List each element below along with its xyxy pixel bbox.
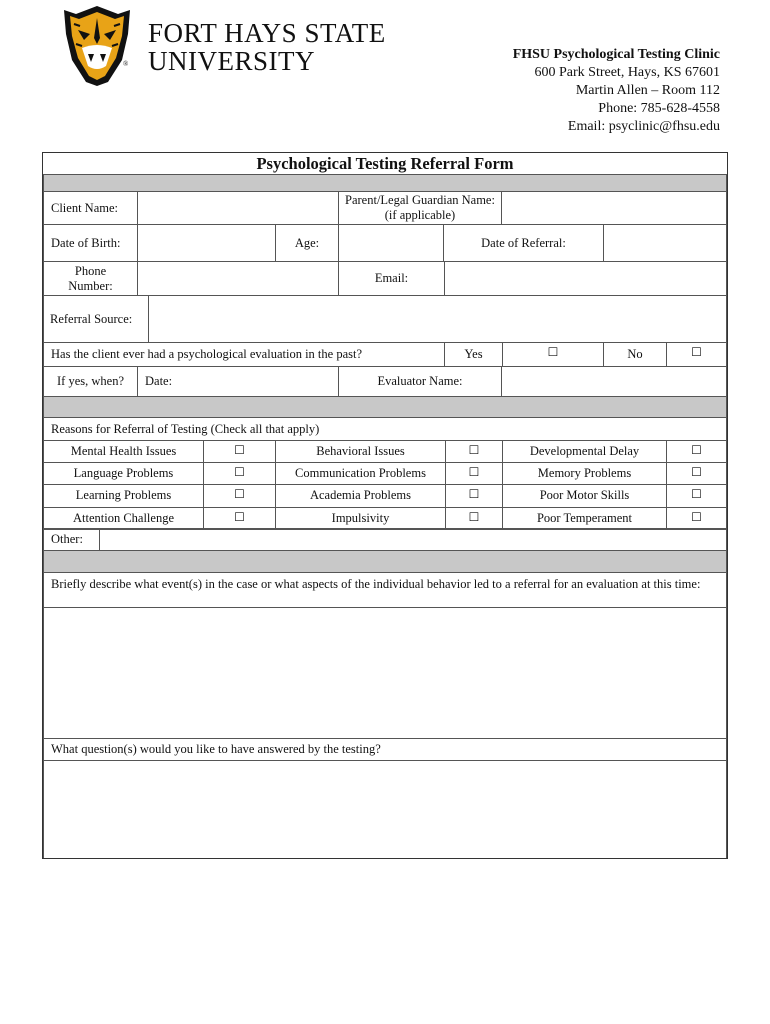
other-field[interactable]	[99, 528, 727, 551]
age-label: Age:	[275, 224, 339, 262]
clinic-address: 600 Park Street, Hays, KS 67601	[534, 65, 720, 80]
checkbox-icon: ☐	[691, 443, 702, 457]
reason-checkbox[interactable]	[203, 484, 276, 507]
registered-mark: ®	[123, 60, 129, 68]
reason-checkbox[interactable]	[666, 462, 727, 485]
clinic-email: Email: psyclinic@fhsu.edu	[567, 119, 720, 134]
other-label: Other:	[43, 528, 100, 551]
no-checkbox[interactable]	[666, 342, 727, 367]
reason-label: Communication Problems	[275, 462, 446, 485]
yes-checkbox[interactable]	[502, 342, 604, 367]
checkbox-icon: ☐	[234, 443, 245, 457]
checkbox-icon: ☐	[234, 487, 245, 502]
email-field[interactable]	[444, 261, 727, 296]
tiger-head-logo	[60, 4, 134, 88]
reason-checkbox[interactable]	[203, 507, 276, 530]
guardian-label: Parent/Legal Guardian Name: (if applicable)	[338, 191, 502, 225]
checkbox-icon: ☐	[691, 345, 702, 359]
university-name-line2: UNIVERSITY	[148, 46, 315, 76]
reason-checkbox[interactable]	[203, 462, 276, 485]
no-label: No	[603, 342, 667, 367]
reason-label: Mental Health Issues	[43, 440, 204, 463]
referral-source-field[interactable]	[148, 295, 727, 343]
reason-label: Academia Problems	[275, 484, 446, 507]
checkbox-icon: ☐	[691, 465, 702, 480]
reason-checkbox[interactable]	[203, 440, 276, 463]
date-referral-field[interactable]	[603, 224, 727, 262]
reason-label: Poor Motor Skills	[502, 484, 667, 507]
client-name-field[interactable]	[137, 191, 339, 225]
guardian-field[interactable]	[501, 191, 727, 225]
checkbox-icon: ☐	[468, 443, 480, 457]
form-title: Psychological Testing Referral Form	[256, 154, 514, 173]
checkbox-icon: ☐	[468, 509, 480, 524]
section-divider	[43, 550, 727, 573]
reason-checkbox[interactable]	[666, 440, 727, 463]
clinic-contact-person: Martin Allen – Room 112	[575, 83, 720, 98]
reason-checkbox[interactable]	[445, 462, 503, 485]
past-eval-label: Has the client ever had a psychological evaluation in the past?	[43, 342, 445, 367]
describe-label: Briefly describe what event(s) in the case or what aspects of the individual behavior led to a referral for an evaluation at this time:	[43, 572, 727, 608]
checkbox-icon: ☐	[234, 509, 245, 524]
yes-label: Yes	[444, 342, 503, 367]
evaluator-label: Evaluator Name:	[338, 366, 502, 397]
eval-date-label: Date:	[137, 366, 339, 397]
reason-label: Behavioral Issues	[275, 440, 446, 463]
reason-checkbox[interactable]	[445, 507, 503, 530]
university-name-line1: FORT HAYS STATE	[148, 18, 386, 48]
questions-label: What question(s) would you like to have answered by the testing?	[43, 738, 727, 761]
if-yes-label: If yes, when?	[43, 366, 138, 397]
reason-label: Memory Problems	[502, 462, 667, 485]
checkbox-icon: ☐	[691, 487, 702, 502]
questions-textarea[interactable]	[43, 760, 727, 858]
describe-textarea[interactable]	[43, 607, 727, 739]
reason-label: Attention Challenge	[43, 507, 204, 530]
reason-label: Learning Problems	[43, 484, 204, 507]
reason-checkbox[interactable]	[666, 507, 727, 530]
client-name-label: Client Name:	[43, 191, 138, 225]
checkbox-icon: ☐	[468, 465, 480, 480]
checkbox-icon: ☐	[234, 465, 245, 480]
referral-source-label: Referral Source:	[43, 295, 149, 343]
reason-label: Developmental Delay	[502, 440, 667, 463]
evaluator-field[interactable]	[501, 366, 727, 397]
reason-label: Impulsivity	[275, 507, 446, 530]
email-label: Email:	[338, 261, 445, 296]
reason-label: Poor Temperament	[502, 507, 667, 530]
reason-checkbox[interactable]	[445, 440, 503, 463]
clinic-contact-block	[513, 46, 720, 136]
age-field[interactable]	[338, 224, 444, 262]
section-divider	[43, 396, 727, 418]
phone-label: Phone Number:	[43, 261, 138, 296]
dob-label: Date of Birth:	[43, 224, 138, 262]
checkbox-icon: ☐	[691, 509, 702, 524]
dob-field[interactable]	[137, 224, 276, 262]
date-referral-label: Date of Referral:	[443, 224, 604, 262]
checkbox-icon: ☐	[468, 487, 480, 502]
clinic-phone: Phone: 785-628-4558	[598, 101, 720, 116]
checkbox-icon: ☐	[547, 345, 559, 359]
reason-checkbox[interactable]	[666, 484, 727, 507]
referral-form	[42, 152, 728, 859]
reason-checkbox[interactable]	[445, 484, 503, 507]
phone-field[interactable]	[137, 261, 339, 296]
clinic-name: FHSU Psychological Testing Clinic	[512, 47, 720, 62]
section-divider	[43, 174, 727, 192]
reason-label: Language Problems	[43, 462, 204, 485]
reasons-header: Reasons for Referral of Testing (Check all that apply)	[43, 417, 727, 441]
